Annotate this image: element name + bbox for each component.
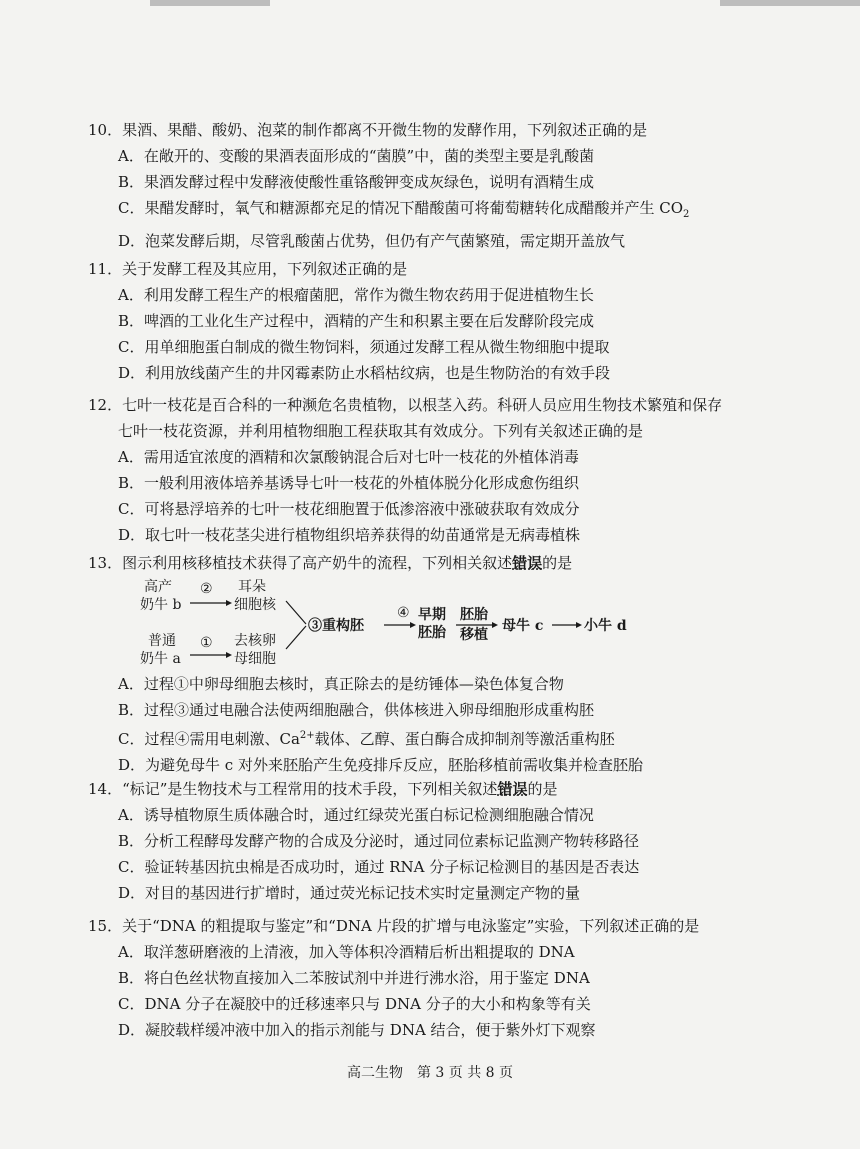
question-14	[88, 776, 820, 906]
page-footer: 高二生物 第 3 页 共 8 页	[346, 1065, 514, 1081]
option-d: D．泡菜发酵后期，尽管乳酸菌占优势，但仍有产气菌繁殖，需定期开盖放气	[118, 232, 626, 250]
ear-label-1: 耳朵	[238, 579, 266, 595]
merge-line-bottom	[286, 626, 306, 649]
option-a: A．需用适宜浓度的酒精和次氯酸钠混合后对七叶一枝花的外植体消毒	[118, 448, 579, 466]
cow-b-label-2: 奶牛 b	[140, 597, 182, 613]
option-c: C．果醋发酵时，氧气和糖源都充足的情况下醋酸菌可将葡萄糖转化成醋酸并产生 $CO_2$	[118, 199, 690, 220]
mother-cow-label: 母牛 c	[502, 618, 544, 634]
question-stem: 15．关于“DNA 的粗提取与鉴定”和“DNA 片段的扩增与电泳鉴定”实验，下列叙述正确的是	[88, 917, 700, 935]
option-d: D．为避免母牛 c 对外来胚胎产生免疫排斥反应，胚胎移植前需收集并检查胚胎	[118, 756, 643, 774]
cow-a-label-1: 普通	[148, 633, 176, 649]
arrow-head	[410, 622, 416, 628]
option-b: B．果酒发酵过程中发酵液使酸性重铬酸钾变成灰绿色，说明有酒精生成	[118, 173, 595, 191]
option-d: D．对目的基因进行扩增时，通过荧光标记技术实时定量测定产物的量	[118, 884, 581, 902]
scan-artifact	[150, 0, 270, 6]
question-stem: 13．图示利用核移植技术获得了高产奶牛的流程，下列相关叙述错误的是	[88, 554, 573, 572]
step-1-label: ①	[200, 635, 213, 651]
early-embryo-label-1: 早期	[418, 607, 446, 623]
cow-b-label-1: 高产	[144, 579, 172, 595]
option-b: B．过程③通过电融合法使两细胞融合，供体核进入卵母细胞形成重构胚	[118, 701, 595, 719]
question-stem: 12．七叶一枝花是百合科的一种濒危名贵植物，以根茎入药。科研人员应用生物技术繁殖和保存	[88, 396, 723, 414]
cow-a-label-2: 奶牛 a	[140, 651, 181, 667]
option-b: B．分析工程酵母发酵产物的合成及分泌时，通过同位素标记监测产物转移路径	[118, 832, 640, 850]
option-b: B．将白色丝状物直接加入二苯胺试剂中并进行沸水浴，用于鉴定 DNA	[118, 969, 590, 987]
option-d: D．取七叶一枝花茎尖进行植物组织培养获得的幼苗通常是无病毒植株	[118, 526, 581, 544]
arrow-head	[492, 622, 498, 628]
question-13-options	[88, 671, 820, 778]
option-c: C．DNA 分子在凝胶中的迁移速率只与 DNA 分子的大小和构象等有关	[118, 995, 591, 1013]
question-stem: 10．果酒、果醋、酸奶、泡菜的制作都离不开微生物的发酵作用，下列叙述正确的是	[88, 121, 648, 139]
option-a: A．诱导植物原生质体融合时，通过红绿荧光蛋白标记检测细胞融合情况	[118, 806, 594, 824]
transfer-label-2: 移植	[460, 627, 488, 643]
question-stem: 11．关于发酵工程及其应用，下列叙述正确的是	[88, 260, 408, 278]
early-embryo-label-2: 胚胎	[418, 625, 446, 641]
question-13	[88, 550, 820, 576]
scan-artifact	[720, 0, 860, 6]
option-c: C．用单细胞蛋白制成的微生物饲料，须通过发酵工程从微生物细胞中提取	[118, 338, 610, 356]
ear-label-2: 细胞核	[234, 597, 276, 613]
option-a: A．过程①中卵母细胞去核时，真正除去的是纺锤体—染色体复合物	[118, 675, 564, 693]
step-2-label: ②	[200, 581, 213, 597]
question-10	[88, 117, 820, 254]
arrow-head	[226, 600, 232, 606]
question-stem: 14．“标记”是生物技术与工程常用的技术手段，下列相关叙述错误的是	[88, 780, 558, 798]
option-d: D．利用放线菌产生的井冈霉素防止水稻枯纹病，也是生物防治的有效手段	[118, 364, 611, 382]
transfer-label-1: 胚胎	[460, 607, 488, 623]
step-4-label: ④	[397, 605, 410, 621]
option-a: A．在敞开的、变酸的果酒表面形成的“菌膜”中，菌的类型主要是乳酸菌	[118, 147, 595, 165]
question-stem-continued: 七叶一枝花资源，并利用植物细胞工程获取其有效成分。下列有关叙述正确的是	[118, 422, 644, 440]
option-a: A．取洋葱研磨液的上清液，加入等体积冷酒精后析出粗提取的 DNA	[118, 943, 575, 961]
option-c: C．过程④需用电刺激、$Ca^{2+}$载体、乙醇、蛋白酶合成抑制剂等激活重构胚	[118, 730, 615, 748]
question-11	[88, 256, 820, 386]
arrow-head	[226, 652, 232, 658]
option-d: D．凝胶载样缓冲液中加入的指示剂能与 DNA 结合，便于紫外灯下观察	[118, 1021, 596, 1039]
merge-line-top	[286, 601, 306, 624]
egg-label-1: 去核卵	[234, 633, 276, 649]
nuclear-transfer-diagram	[140, 577, 640, 667]
option-a: A．利用发酵工程生产的根瘤菌肥，常作为微生物农药用于促进植物生长	[118, 286, 594, 304]
option-b: B．啤酒的工业化生产过程中，酒精的产生和积累主要在后发酵阶段完成	[118, 312, 595, 330]
arrow-head	[576, 622, 582, 628]
option-b: B．一般利用液体培养基诱导七叶一枝花的外植体脱分化形成愈伤组织	[118, 474, 580, 492]
option-c: C．验证转基因抗虫棉是否成功时，通过 RNA 分子标记检测目的基因是否表达	[118, 858, 640, 876]
reconstructed-embryo-label: ③重构胚	[308, 618, 364, 634]
egg-label-2: 母细胞	[234, 651, 276, 667]
option-c: C．可将悬浮培养的七叶一枝花细胞置于低渗溶液中涨破获取有效成分	[118, 500, 580, 518]
question-15	[88, 913, 820, 1043]
calf-label: 小牛 d	[584, 618, 627, 634]
question-12	[88, 392, 820, 548]
